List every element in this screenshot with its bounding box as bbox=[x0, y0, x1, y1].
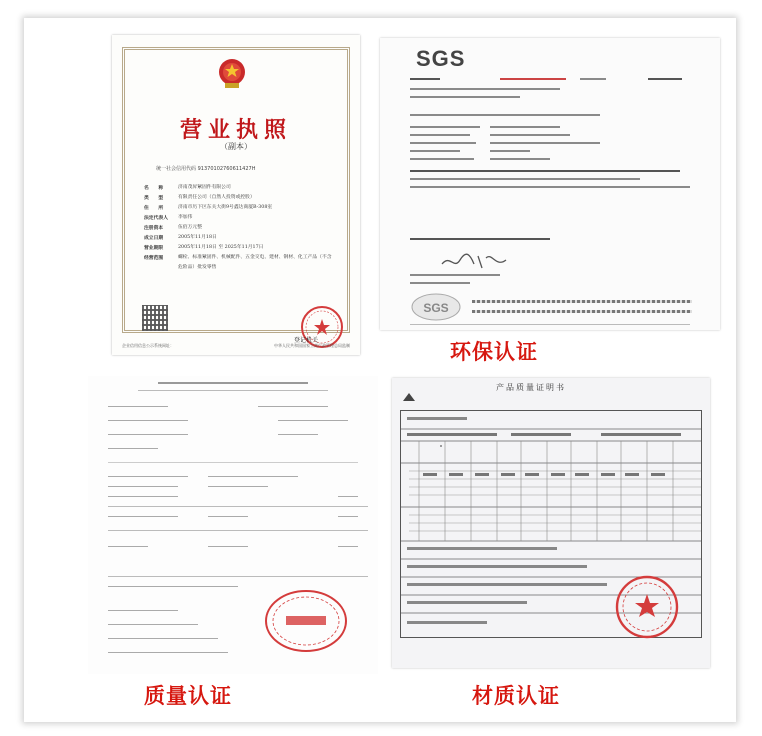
license-row bbox=[144, 223, 334, 233]
license-row bbox=[144, 203, 334, 213]
business-license-image bbox=[112, 35, 360, 355]
license-row bbox=[144, 193, 334, 203]
license-credit-code bbox=[156, 165, 255, 172]
field-value: 2005年11月18日 bbox=[178, 235, 217, 240]
license-fields bbox=[144, 183, 334, 273]
credit-code-value: 91370102760611427H bbox=[197, 166, 256, 172]
field-label: 注册资本 bbox=[144, 225, 164, 231]
field-value: 螺栓、标准紧固件、机械配件、五金交电、建材、钢材、化工产品（不含危险品）批发零售 bbox=[178, 255, 332, 270]
license-row bbox=[144, 213, 334, 223]
quality-certificate-image bbox=[88, 376, 378, 674]
license-row bbox=[144, 233, 334, 243]
footer-left: 企业信用信息公示系统网址： bbox=[122, 343, 174, 348]
field-label: 营业期限 bbox=[144, 245, 164, 251]
field-value: 济南茂昇紧固件有限公司 bbox=[178, 185, 231, 190]
company-logo-icon bbox=[402, 392, 416, 402]
label-quality-certification: 质量认证 bbox=[144, 684, 232, 708]
field-label: 类 型 bbox=[144, 195, 164, 201]
national-emblem-icon bbox=[216, 57, 248, 91]
sgs-report-image bbox=[380, 38, 720, 330]
signature-icon bbox=[440, 250, 510, 272]
credit-code-label: 统一社会信用代码 bbox=[156, 166, 197, 172]
sgs-watermark-text: SGS bbox=[423, 301, 449, 315]
field-value: 伍佰万元整 bbox=[178, 225, 202, 230]
field-value: 济南市历下区东关大街9号鑫达商厦B-308室 bbox=[178, 205, 273, 210]
sgs-logo: SGS bbox=[416, 46, 466, 71]
field-value: 有限责任公司（自然人投资或控股） bbox=[178, 195, 255, 200]
registration-office: 登记机关 bbox=[294, 337, 319, 344]
license-footer bbox=[112, 343, 360, 349]
field-value: 李加伟 bbox=[178, 215, 193, 220]
material-certificate-header: 产品质量证明书 bbox=[496, 383, 566, 392]
material-seal-icon bbox=[614, 574, 680, 640]
license-title: 营业执照 bbox=[179, 117, 292, 143]
footer-right: 中华人民共和国国家工商行政管理总局监制 bbox=[274, 343, 350, 348]
license-subtitle: （副本） bbox=[220, 142, 252, 151]
quality-seal-icon bbox=[264, 588, 348, 654]
field-label: 名 称 bbox=[144, 185, 164, 191]
field-label: 经营范围 bbox=[144, 255, 164, 261]
label-environmental-certification: 环保认证 bbox=[450, 340, 538, 364]
field-label: 法定代表人 bbox=[144, 215, 168, 221]
license-row bbox=[144, 253, 334, 273]
license-row bbox=[144, 183, 334, 193]
label-material-certification: 材质认证 bbox=[472, 684, 560, 708]
field-value: 2005年11月18日 至 2025年11月17日 bbox=[178, 245, 264, 250]
license-row bbox=[144, 243, 334, 253]
field-label: 成立日期 bbox=[144, 235, 164, 241]
material-certificate-image bbox=[392, 378, 710, 668]
sgs-watermark-icon bbox=[410, 292, 462, 322]
field-label: 住 所 bbox=[144, 205, 164, 211]
